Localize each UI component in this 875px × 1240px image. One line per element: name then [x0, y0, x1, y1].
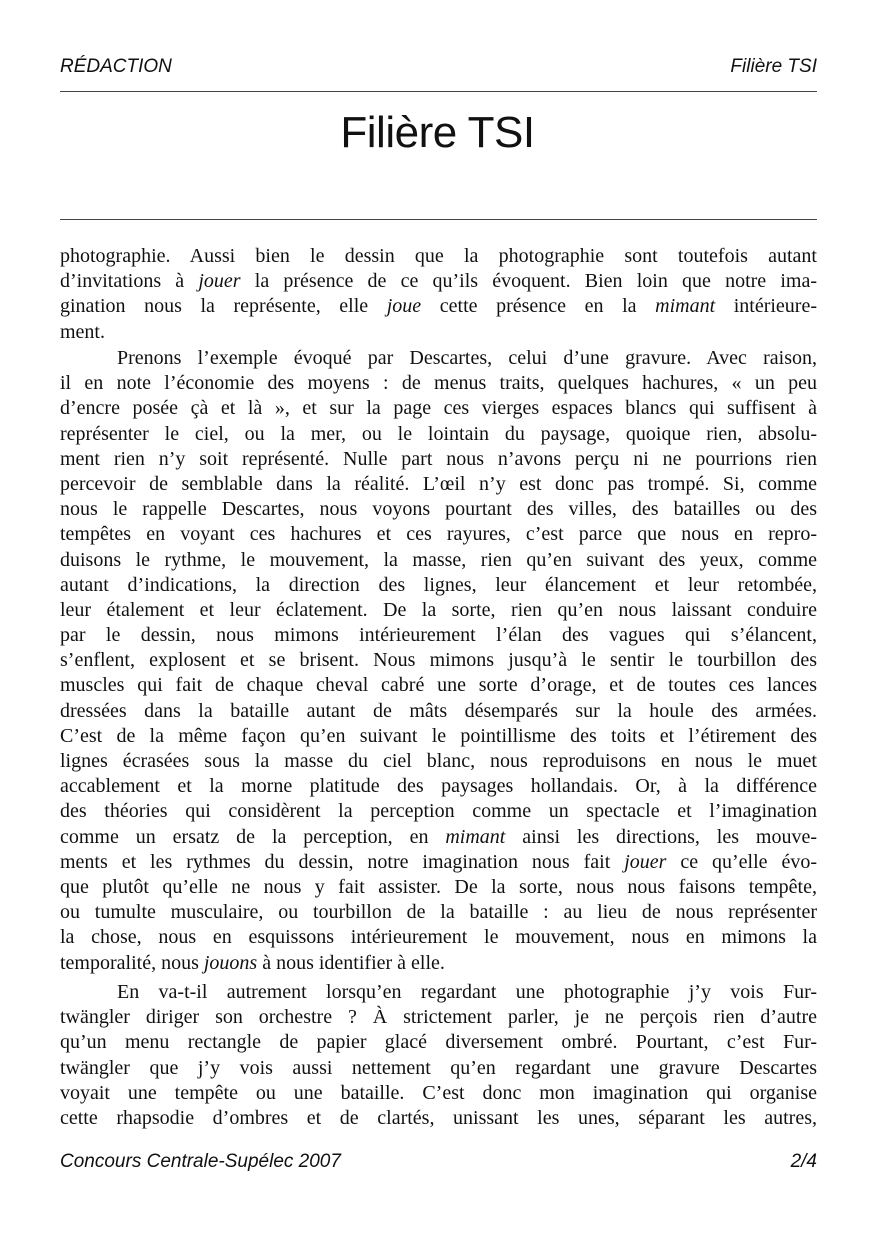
emphasis-text: jouer [198, 270, 241, 293]
running-header-section: RÉDACTION [60, 56, 172, 77]
text-line [60, 573, 817, 598]
text-segment: tempêtes en voyant ces hachures et ces rayures, c’est parce que nous en repro- [60, 523, 817, 546]
text-segment: twängler diriger son orchestre ? À strictement parler, je ne perçois rien d’autre [60, 1006, 817, 1029]
text-segment: comme un ersatz de la perception, en [60, 825, 446, 848]
paragraph [60, 980, 817, 1131]
text-segment: twängler que j’y vois aussi nettement qu’en regardant une gravure Descartes [60, 1056, 817, 1079]
text-line [60, 371, 817, 396]
text-segment: la chose, nous en esquissons intérieurement le mouvement, nous en mimons la [60, 926, 817, 949]
text-line [60, 673, 817, 698]
text-segment: lignes écrasées sous la masse du ciel blanc, nous reproduisons en nous le muet [60, 750, 817, 772]
text-segment: à nous identifier à elle. [257, 951, 445, 974]
text-segment: temporalité, nous [60, 951, 204, 974]
text-line [60, 1081, 817, 1106]
text-segment: ce qu’elle évo- [666, 850, 818, 873]
text-segment: gination nous la représente, elle [60, 295, 387, 318]
paragraph [60, 244, 817, 345]
header-rule [60, 91, 817, 92]
footer-exam-name: Concours Centrale-Supélec 2007 [60, 1151, 341, 1172]
text-segment: autant d’indications, la direction des lignes, leur élancement et leur retombée, [60, 573, 817, 596]
text-segment: nous le rappelle Descartes, nous voyons pourtant des villes, des batailles ou des [60, 498, 817, 521]
running-header-track: Filière TSI [730, 56, 817, 77]
text-line [60, 1030, 817, 1055]
text-line [60, 320, 817, 345]
text-line [60, 294, 817, 319]
text-segment: d’invitations à [60, 270, 199, 293]
text-segment: ment rien n’y soit représenté. Nulle part nous n’avons perçu ni ne pourrions rien [60, 447, 817, 470]
text-line [60, 1106, 817, 1131]
text-line [60, 951, 817, 976]
text-segment: photographie. Aussi bien le dessin que la photographie sont toutefois autant [60, 245, 817, 267]
emphasis-text: mimant [445, 825, 506, 848]
text-line [60, 850, 817, 875]
text-segment: d’encre posée çà et là », et sur la page ces vierges espaces blancs qui suffisent à [60, 397, 817, 420]
text-segment: Prenons l’exemple évoqué par Descartes, celui d’une gravure. Avec raison, [117, 347, 817, 369]
text-line [60, 548, 817, 573]
text-segment: cette présence en la [421, 295, 656, 318]
text-line [60, 269, 817, 294]
text-line [60, 1005, 817, 1030]
text-segment: muscles qui fait de chaque cheval cabré une sorte d’orage, et de toutes ces lances [60, 674, 817, 697]
emphasis-text: jouons [203, 951, 258, 974]
text-line [60, 749, 817, 774]
text-line [60, 472, 817, 497]
emphasis-text: joue [386, 295, 422, 318]
text-line [60, 699, 817, 724]
text-line [60, 623, 817, 648]
text-segment: dressées dans la bataille autant de mâts désemparés sur la houle des armées. [60, 699, 817, 722]
text-line [60, 724, 817, 749]
text-segment: ments et les rythmes du dessin, notre imagination nous fait [60, 850, 625, 873]
text-segment: qu’un menu rectangle de papier glacé diversement ombré. Pourtant, c’est Fur- [60, 1031, 817, 1054]
text-segment: duisons le rythme, le mouvement, la masse, rien qu’en suivant des yeux, comme [60, 548, 817, 571]
text-segment: intérieure- [715, 295, 817, 318]
page-title: Filière TSI [340, 108, 535, 157]
title-rule [60, 219, 817, 220]
text-segment: il en note l’économie des moyens : de menus traits, quelques hachures, « un peu [60, 372, 817, 395]
text-line [60, 598, 817, 623]
page-number: 2/4 [790, 1151, 817, 1172]
text-segment: que plutôt qu’elle ne nous y fait assister. De la sorte, nous nous faisons tempête, [60, 875, 817, 898]
text-line [60, 422, 817, 447]
text-segment: percevoir de semblable dans la réalité. L’œil n’y est donc pas trompé. Si, comme [60, 472, 817, 495]
emphasis-text: jouer [624, 850, 667, 873]
text-segment: la présence de ce qu’ils évoquent. Bien loin que notre ima- [240, 270, 818, 293]
text-segment: ment. [60, 320, 105, 343]
text-segment: s’enflent, explosent et se brisent. Nous mimons jusqu’à le sentir le tourbillon des [60, 649, 817, 672]
text-segment: leur étalement et leur éclatement. De la sorte, rien qu’en nous laissant conduire [60, 598, 817, 621]
text-segment: ou tumulte musculaire, ou tourbillon de la bataille : au lieu de nous représenter [60, 901, 817, 924]
paragraph [60, 346, 817, 976]
text-line [60, 497, 817, 522]
text-segment: ainsi les directions, les mouve- [505, 825, 817, 848]
text-line [60, 799, 817, 824]
text-segment: En va-t-il autrement lorsqu’en regardant une photographie j’y vois Fur- [117, 981, 817, 1003]
text-line [60, 875, 817, 900]
text-line [60, 648, 817, 673]
text-segment: accablement et la morne platitude des paysages hollandais. Or, à la différence [60, 775, 817, 798]
text-line [60, 244, 817, 269]
text-segment: représenter le ciel, ou la mer, ou le lointain du paysage, quoique rien, absolu- [60, 422, 817, 445]
text-segment: voyait une tempête ou une bataille. C’est donc mon imagination qui organise [60, 1081, 817, 1104]
text-line [60, 346, 817, 371]
text-segment: C’est de la même façon qu’en suivant le pointillisme des toits et l’étirement des [60, 724, 817, 747]
text-line [60, 396, 817, 421]
text-line [60, 825, 817, 850]
text-line [60, 925, 817, 950]
text-line [60, 774, 817, 799]
emphasis-text: mimant [655, 295, 716, 318]
text-segment: cette rhapsodie d’ombres et de clartés, unissant les unes, séparant les autres, [60, 1106, 817, 1129]
text-segment: par le dessin, nous mimons intérieurement l’élan des vagues qui s’élancent, [60, 624, 817, 647]
text-line [60, 447, 817, 472]
text-line [60, 900, 817, 925]
text-line [60, 1056, 817, 1081]
text-line [60, 522, 817, 547]
text-segment: des théories qui considèrent la perception comme un spectacle et l’imagination [60, 800, 817, 823]
text-line [60, 980, 817, 1005]
